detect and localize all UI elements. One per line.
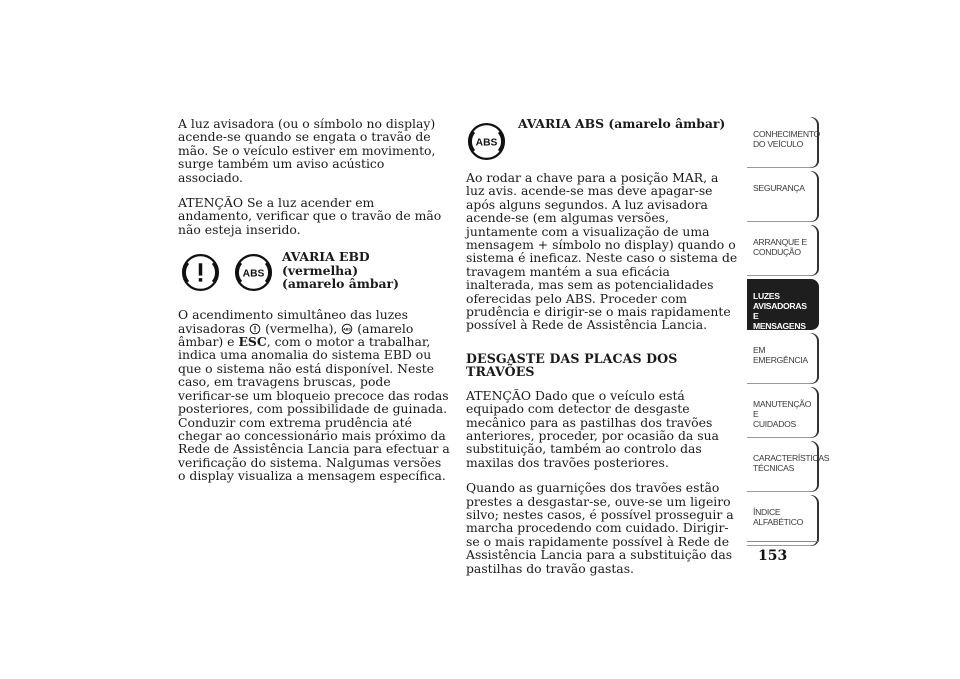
svg-text:ABS: ABS [343,327,352,332]
brake-wear-warning: ATENÇÃO Dado que o veículo está equipado com detector de desgaste mecânico para as pastilhas dos travões anteriores, proceder, por ocasião da sua substituição, também ao controlo das maxilas dos travões posteriores. [466,387,719,470]
svg-text:ABS: ABS [242,268,265,280]
ebd-heading-block [178,248,450,300]
brake-wear-paragraph: Quando as guarnições dos travões estão prestes a desgastar-se, ouve-se um ligeiro silvo; nestes casos, é possível prosseguir a marcha procedendo com cuidado. Dirigir-se o mais rapidamente possível à Rede de Assistência Lancia para a substituição das pastilhas do travão gastas. [466,480,734,576]
abs-heading: AVARIA ABS (amarelo âmbar) [518,116,726,131]
ebd-heading-line2: (amarelo âmbar) [282,276,399,292]
tab-caracteristicas[interactable]: CARACTERÍSTICAS TÉCNICAS [747,441,819,493]
abs-heading-block [466,117,738,165]
abs-paragraph: Ao rodar a chave para a posição MAR, a luz avis. acende-se mas deve apagar-se após alguns segundos. A luz avisadora acende-se (em algumas versões, juntamente com a visualização de uma mensagem + símbolo no display) quando o sistema é ineficaz. Neste caso o sistema de travagem mantém a sua eficácia inalterada, mas sem as potencialidades oferecidas pelo ABS. Proceder com prudência e dirigir-se o mais rapidamente possível à Rede de Assistência Lancia. [466,170,738,333]
tab-manutencao[interactable]: MANUTENÇÃO E CUIDADOS [747,387,819,439]
abs-icon [233,252,274,293]
tab-luzes[interactable]: LUZES AVISADORAS E MENSAGENS [747,279,819,331]
tab-arranque[interactable]: ARRANQUE E CONDUÇÃO [747,225,819,277]
svg-text:ABS: ABS [475,137,498,149]
page-number: 153 [758,548,788,564]
tab-seguranca[interactable]: SEGURANÇA [747,171,819,223]
abs-inline-icon [341,323,353,335]
tab-emergencia[interactable]: EM EMERGÊNCIA [747,333,819,385]
abs-icon [466,121,507,162]
right-column [466,117,738,587]
section-title: DESGASTE DAS PLACAS DOS TRAVÕES [466,350,678,380]
page-rule [747,541,819,542]
parking-brake-warning: ATENÇÃO Se a luz acender em andamento, verificar que o travão de mão não esteja inserido. [178,195,442,237]
ebd-paragraph: O acendimento simultâneo das luzes avisadoras (vermelha), ABS (amarelo âmbar) e ESC, com o motor a trabalhar, indica uma anomalia do sistema EBD ou que o sistema não está disponível. Neste caso, em travagens bruscas, pode verificar-se um bloqueio precoce das rodas posteriores, com possibilidade de guinada. Conduzir com extrema prudência até chegar ao concessionário mais próximo da Rede de Assistência Lancia para efectuar a verificação do sistema. Nalgumas versões o display visualiza a mensagem específica. [178,307,450,484]
left-column [178,117,450,495]
chapter-tabs [747,117,830,549]
brake-warning-inline-icon [249,323,261,335]
parking-brake-paragraph: A luz avisadora (ou o símbolo no display) acende-se quando se engata o travão de mão. Se o veículo estiver em movimento, surge também um aviso acústico associado. [178,116,436,185]
tab-indice[interactable]: ÍNDICE ALFABÉTICO [747,495,819,547]
brake-warning-icon [180,252,221,293]
tab-conhecimento[interactable]: CONHECIMENTO DO VEÍCULO [747,117,819,169]
esc-label: ESC [238,334,267,350]
ebd-heading-line1: AVARIA EBD (vermelha) [282,249,370,278]
